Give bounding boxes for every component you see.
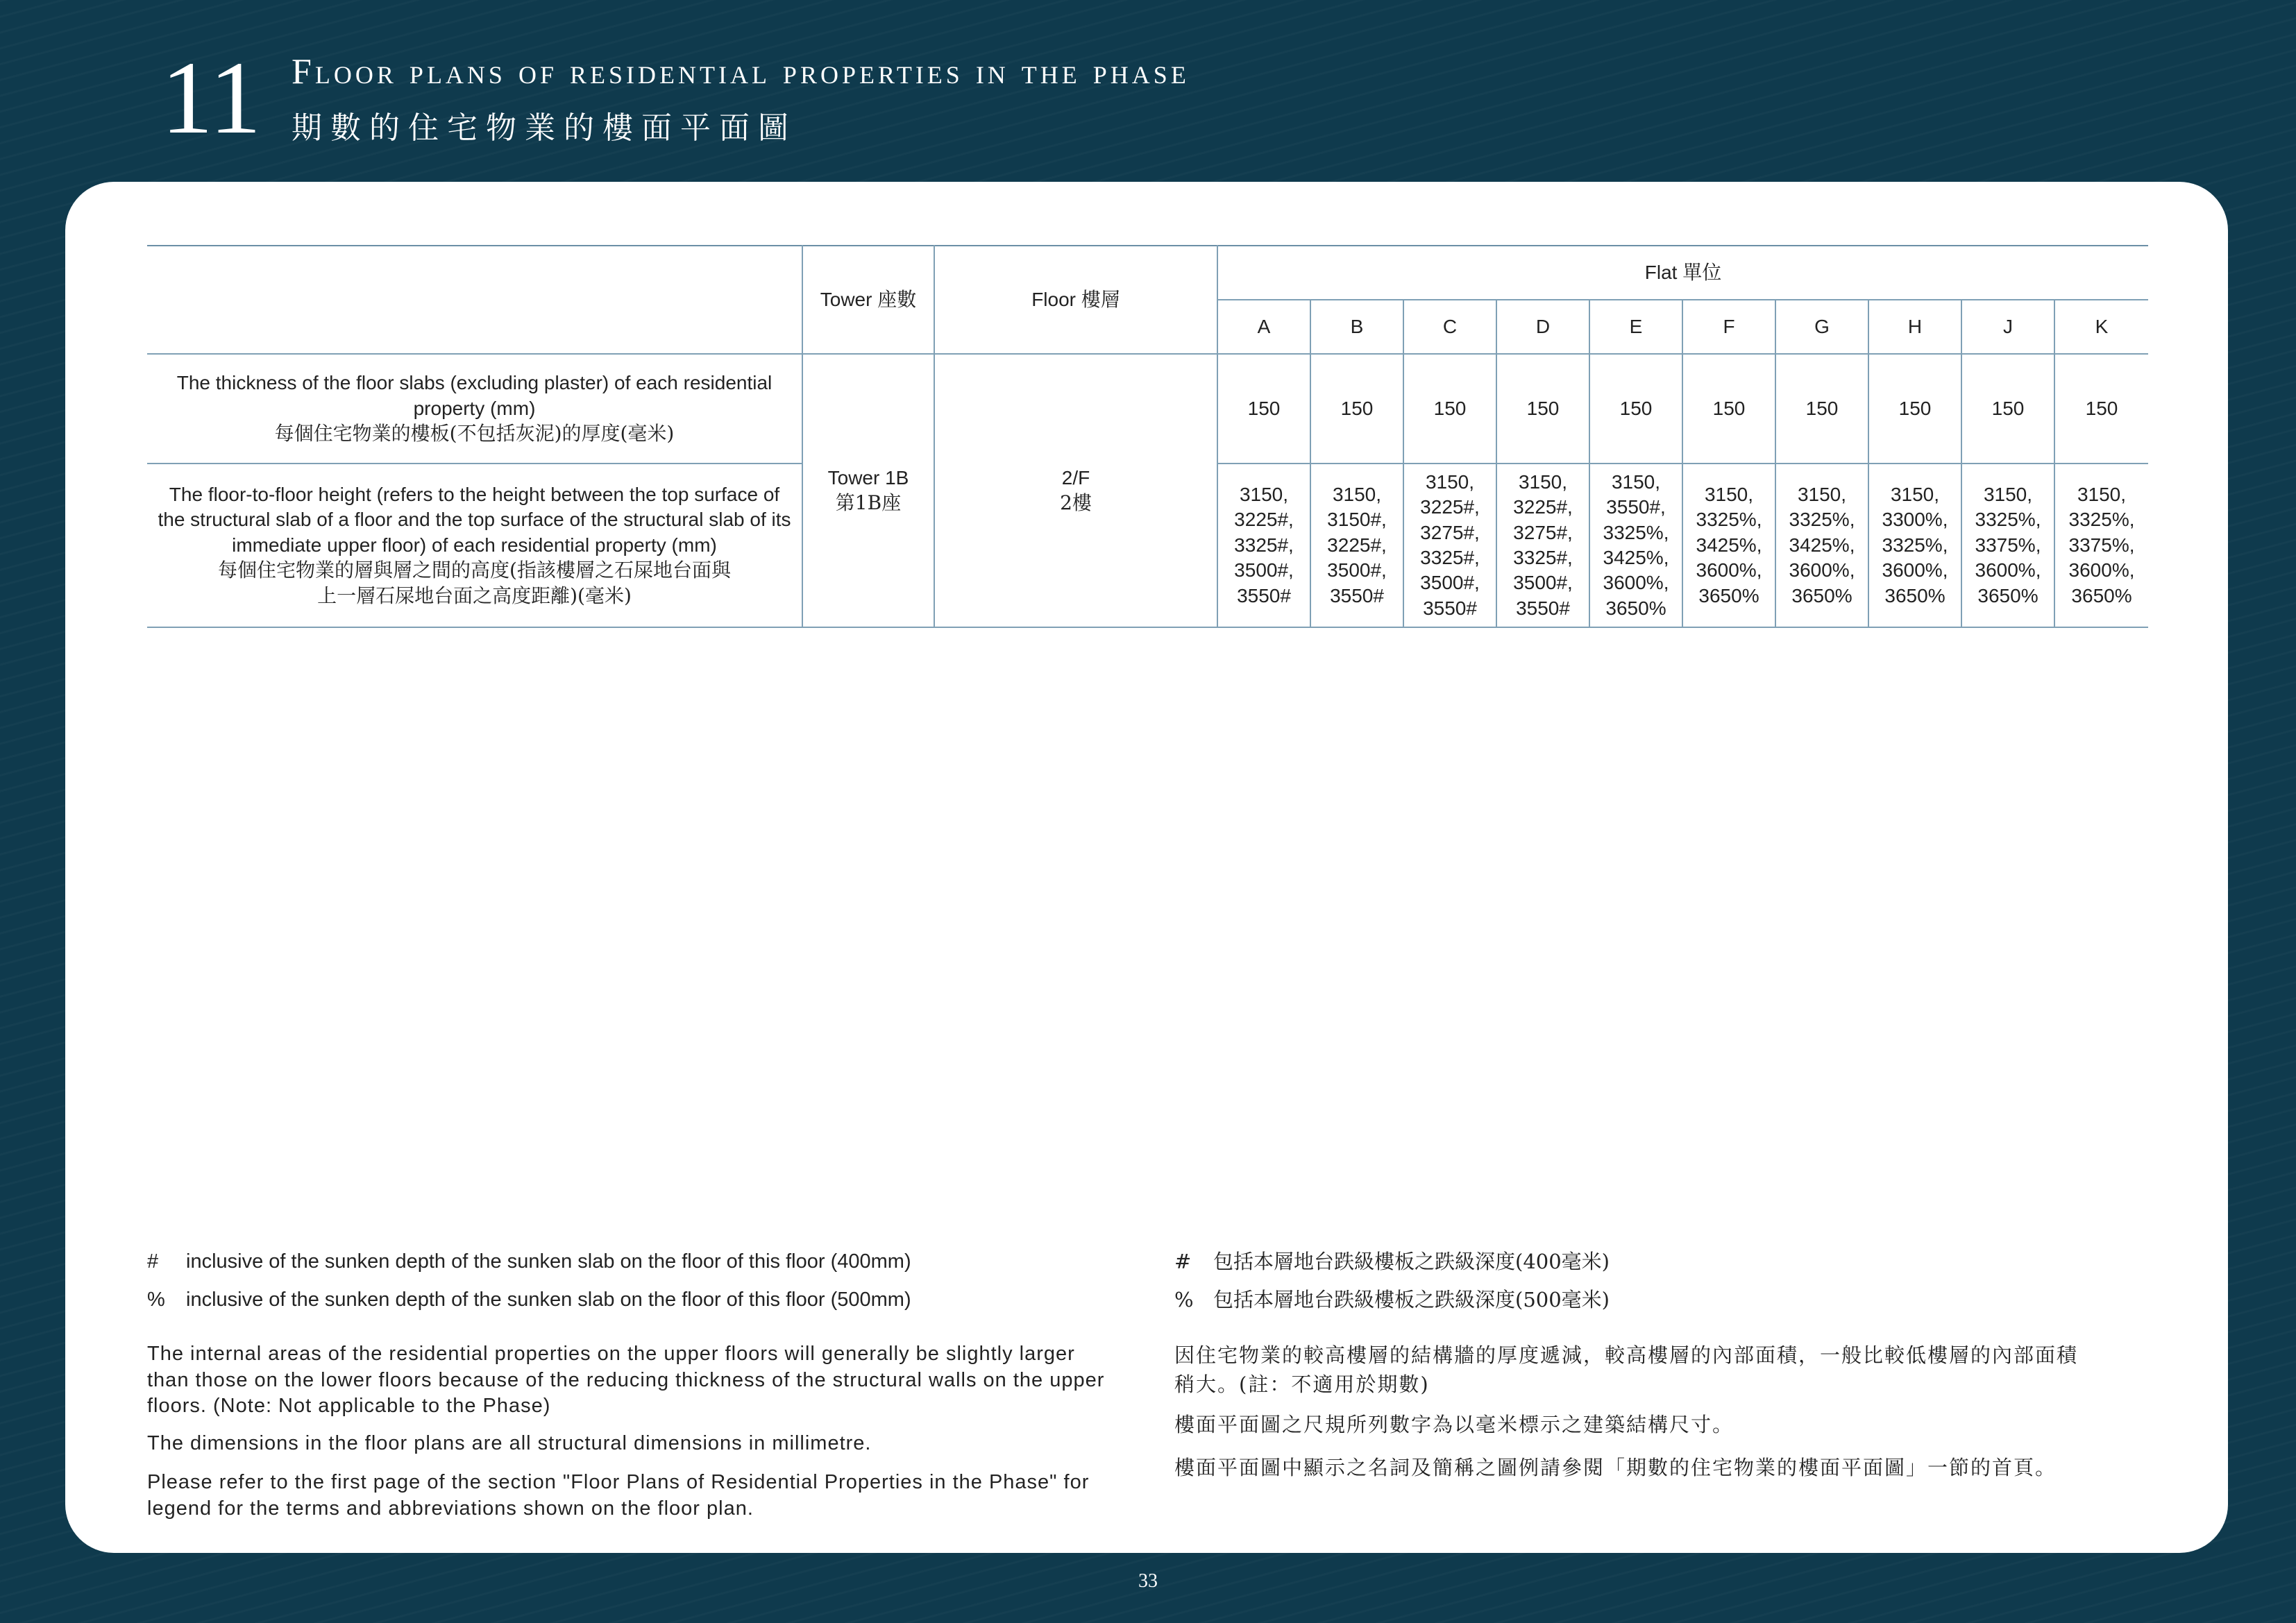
note-text: inclusive of the sunken depth of the sunken slab on the floor of this floor (400mm) (186, 1250, 911, 1273)
tower-header: Tower 座數 (802, 246, 934, 354)
row-label-zh: 每個住宅物業的樓板(不包括灰泥)的厚度(毫米) (274, 422, 675, 445)
thickness-cell: 150 (1589, 354, 1682, 464)
tower-value-en: Tower 1B (827, 466, 909, 488)
note-text: 包括本層地台跌級樓板之跌級深度(500毫米) (1213, 1288, 1610, 1311)
height-cell: 3150, 3550#, 3325%, 3425%, 3600%, 3650% (1589, 464, 1682, 627)
note-symbol: % (1174, 1288, 1194, 1311)
note-para3-zh: 樓面平面圖中顯示之名詞及簡稱之圖例請參閱「期數的住宅物業的樓面平面圖」一節的首頁。 (1174, 1456, 2057, 1479)
thickness-cell: 150 (1496, 354, 1589, 464)
flat-letter: D (1496, 300, 1589, 354)
thickness-cell: 150 (1403, 354, 1496, 464)
note-para2-zh: 樓面平面圖之尺規所列數字為以毫米標示之建築結構尺寸。 (1174, 1413, 1734, 1436)
tower-value-zh: 第1B座 (835, 491, 902, 514)
note-para1-en: The internal areas of the residential properties on the upper floors will generally be slightly larger than those on the lower floors because of the reducing thickness of the structural walls on the upper floors. (Note: Not applicable to the Phase) (147, 1343, 1105, 1418)
height-cell: 3150, 3325%, 3375%, 3600%, 3650% (1961, 464, 2054, 627)
flat-letter: J (1961, 300, 2054, 354)
note-para2-en: The dimensions in the floor plans are all structural dimensions in millimetre. (147, 1432, 872, 1454)
row-label-zh: 每個住宅物業的層與層之間的高度(指該樓層之石屎地台面與 (218, 559, 731, 582)
thickness-cell: 150 (1217, 354, 1310, 464)
thickness-cell: 150 (2054, 354, 2148, 464)
height-cell: 3150, 3225#, 3325#, 3500#, 3550# (1217, 464, 1310, 627)
height-cell: 3150, 3325%, 3375%, 3600%, 3650% (2054, 464, 2148, 627)
flat-letter: G (1775, 300, 1868, 354)
floor-value-zh: 2樓 (1060, 491, 1092, 514)
flat-letter: A (1217, 300, 1310, 354)
height-cell: 3150, 3300%, 3325%, 3600%, 3650% (1868, 464, 1961, 627)
flat-letter: C (1403, 300, 1496, 354)
floor-header: Floor 樓層 (934, 246, 1217, 354)
note-symbol: % (147, 1289, 165, 1311)
note-symbol: # (1174, 1250, 1192, 1273)
note-hash-en (147, 1249, 911, 1275)
section-title-zh: 期數的住宅物業的樓面平面圖 (292, 110, 797, 146)
flat-letter: F (1682, 300, 1775, 354)
note-text: inclusive of the sunken depth of the sunken slab on the floor of this floor (500mm) (186, 1289, 911, 1311)
row-label-en: The thickness of the floor slabs (excluding plaster) of each residential property (mm) (176, 372, 773, 419)
note-text: 包括本層地台跌級樓板之跌級深度(400毫米) (1213, 1250, 1610, 1273)
section-number: 11 (161, 40, 262, 155)
thickness-cell: 150 (1775, 354, 1868, 464)
page-number: 33 (1138, 1570, 1158, 1592)
height-cell: 3150, 3225#, 3275#, 3325#, 3500#, 3550# (1496, 464, 1589, 627)
note-percent-zh (1174, 1287, 1610, 1314)
thickness-cell: 150 (1310, 354, 1403, 464)
thickness-cell: 150 (1682, 354, 1775, 464)
height-cell: 3150, 3150#, 3225#, 3500#, 3550# (1310, 464, 1403, 627)
flat-letter: B (1310, 300, 1403, 354)
flat-letter: K (2054, 300, 2148, 354)
thickness-cell: 150 (1868, 354, 1961, 464)
height-cell: 3150, 3225#, 3275#, 3325#, 3500#, 3550# (1403, 464, 1496, 627)
note-hash-zh (1174, 1249, 1610, 1275)
flat-letter: E (1589, 300, 1682, 354)
thickness-cell: 150 (1961, 354, 2054, 464)
height-cell: 3150, 3325%, 3425%, 3600%, 3650% (1775, 464, 1868, 627)
section-title-en: Floor plans of residential properties in the phase (292, 52, 1190, 92)
note-para3-en: Please refer to the first page of the section "Floor Plans of Residential Properties in the Phase" for legend for the terms and abbreviations shown on the floor plan. (147, 1471, 1090, 1520)
note-symbol: # (147, 1250, 159, 1273)
flat-letter: H (1868, 300, 1961, 354)
floor-value-en: 2/F (1061, 466, 1090, 488)
row-label-zh: 上一層石屎地台面之高度距離)(毫米) (317, 584, 632, 607)
flat-header: Flat 單位 (1217, 246, 2148, 300)
height-cell: 3150, 3325%, 3425%, 3600%, 3650% (1682, 464, 1775, 627)
note-para1-zh: 因住宅物業的較高樓層的結構牆的厚度遞減，較高樓層的內部面積，一般比較低樓層的內部面積 稍大。(註：不適用於期數) (1174, 1343, 2079, 1397)
note-percent-en (147, 1287, 911, 1314)
row-label-en: The floor-to-floor height (refers to the height between the top surface of the structural slab of a floor and the top surface of the structural slab of its immediate upper floor) of each residential property (mm) (158, 484, 791, 556)
